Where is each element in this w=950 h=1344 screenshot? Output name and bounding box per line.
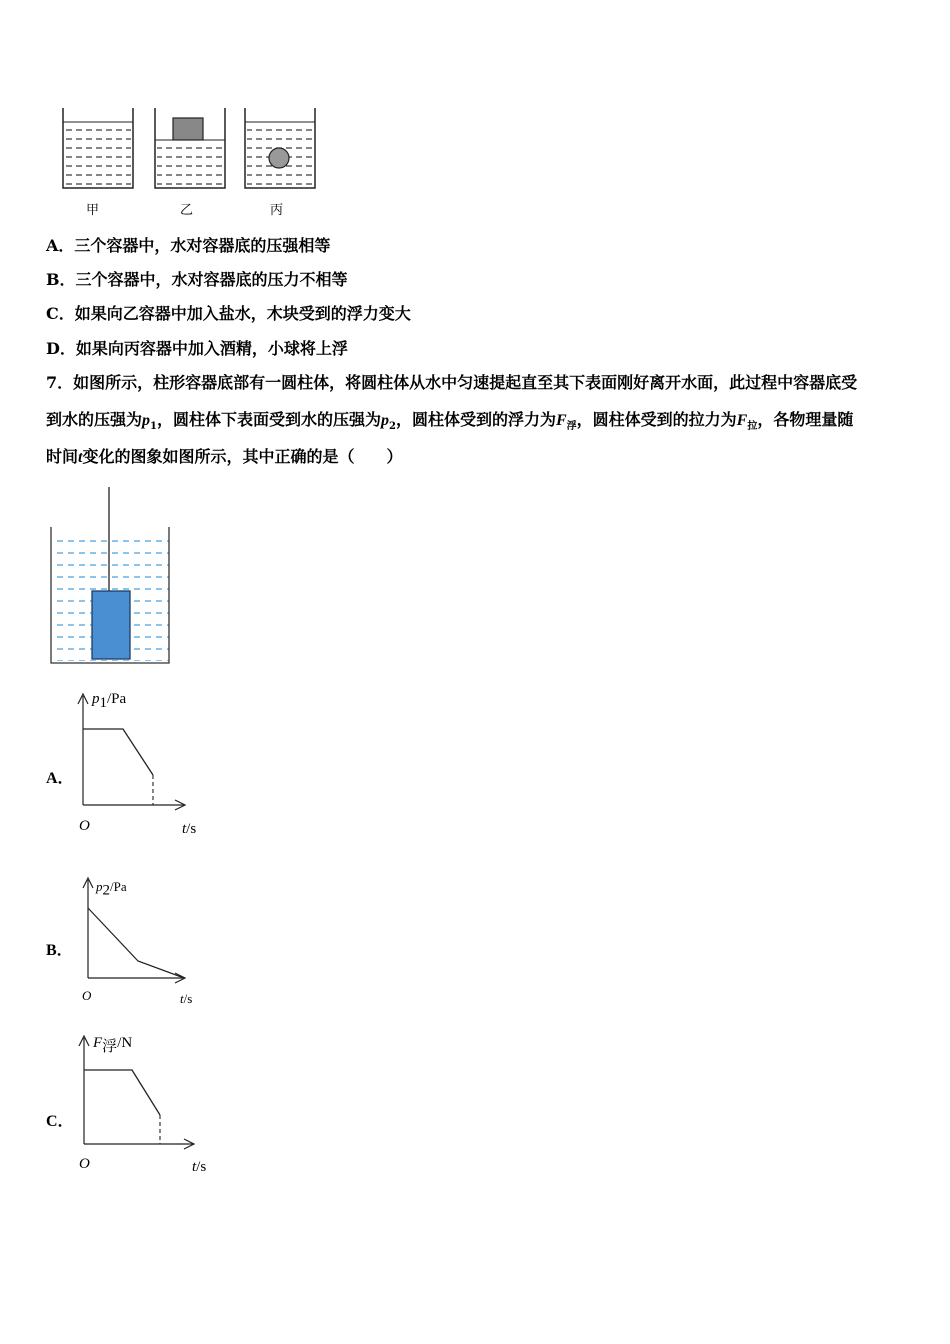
container-bing <box>245 108 315 188</box>
q6-option-a: A．三个容器中，水对容器底的压强相等 <box>46 236 331 255</box>
graph-c-curve <box>84 1070 160 1115</box>
graph-b-curve <box>88 908 184 978</box>
graph-c-y-label: $F_浮/N$ <box>93 1035 133 1056</box>
graph-b-letter: B． <box>46 942 73 959</box>
graph-a-x-label: t/s <box>182 821 197 837</box>
graph-b-origin: O <box>82 988 92 1003</box>
container-jia <box>63 108 133 188</box>
caption-yi: 乙 <box>180 203 194 218</box>
graph-c-x-label: t/s <box>192 1159 207 1175</box>
graph-c-letter: C． <box>46 1113 74 1130</box>
wood-block <box>173 118 203 140</box>
q7-line-2: 到水的压强为$p_1$，圆柱体下表面受到水的压强为$p_2$，圆柱体受到的浮力为$F_浮$，圆柱体受到的拉力为$F_拉$，各物理量随 <box>46 410 854 433</box>
q6-option-c: C．如果向乙容器中加入盐水，木块受到的浮力变大 <box>46 304 411 323</box>
q6-option-d: D．如果向丙容器中加入酒精，小球将上浮 <box>46 339 348 358</box>
graph-b-y-label: $p_2/Pa$ <box>96 879 127 899</box>
graph-a-curve <box>83 729 153 775</box>
q6-option-b: B．三个容器中，水对容器底的压力不相等 <box>46 270 348 289</box>
caption-bing: 丙 <box>270 203 284 218</box>
graph-a-y-label: $p_1/Pa$ <box>92 691 127 712</box>
graph-c-origin: O <box>79 1156 90 1172</box>
container-yi <box>155 108 225 188</box>
graph-a-origin: O <box>79 818 90 834</box>
containers-figure <box>55 108 325 198</box>
small-ball <box>269 148 289 168</box>
caption-jia: 甲 <box>86 203 100 218</box>
graph-b-x-label: t/s <box>180 991 193 1006</box>
graph-a-letter: A． <box>46 770 74 787</box>
cylinder-container-figure <box>45 487 175 667</box>
q7-line-1: 7．如图所示，柱形容器底部有一圆柱体，将圆柱体从水中匀速提起直至其下表面刚好离开水面，此过程中容器底受 <box>46 373 858 392</box>
q7-line-3: 时间t变化的图象如图所示，其中正确的是（ ） <box>46 447 403 466</box>
cylinder <box>92 591 130 659</box>
